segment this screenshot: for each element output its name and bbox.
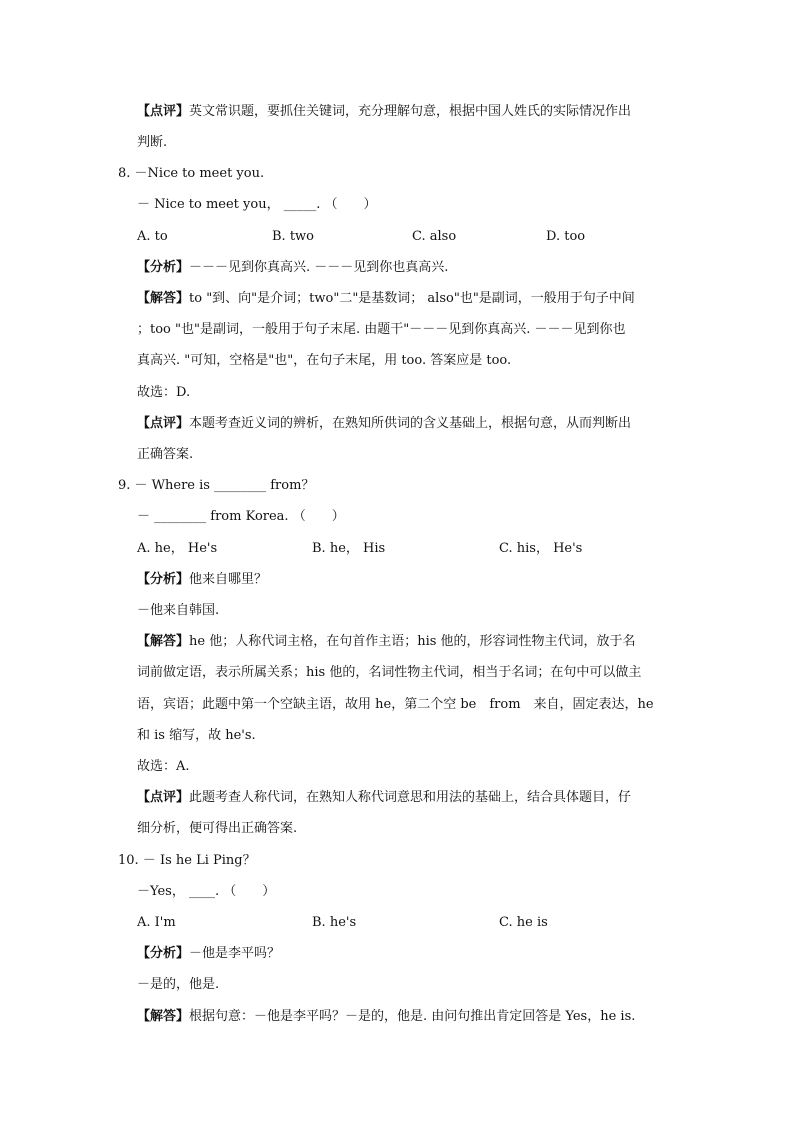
answer-line [137,290,635,308]
line-text: 9. － Where is ________ from？ [118,478,315,493]
option-b: B. he's [312,915,357,930]
analysis-tag: 【分析】 [137,946,190,961]
line-text: 故选：A. [137,759,190,774]
answer-text: 根据句意：－他是李平吗？－是的，他是. 由问句推出肯定回答是 Yes，he is. [189,1009,636,1024]
line-text: 细分析，便可得出正确答案. [137,821,298,836]
line-text: － Nice to meet you， _____. （ ） [137,197,377,212]
option-c: C. he is [499,915,548,930]
question-10-prompt [137,883,275,901]
question-9-stem [118,477,314,495]
answer-tag: 【解答】 [137,291,190,306]
comment-tag: 【点评】 [137,104,190,119]
analysis-text: 他来自哪里？ [189,572,268,587]
line-text: 和 is 缩写，故 he's. [137,728,256,743]
choice-line [137,758,190,776]
option-b: B. he， His [312,541,386,556]
answer-tag: 【解答】 [137,634,190,649]
text-line [137,134,167,152]
comment-tag: 【点评】 [137,790,190,805]
line-text: －Yes， ____. （ ） [137,884,276,899]
line-text: －是的，他是. [137,977,220,992]
text-line [137,352,511,370]
line-text: 10. － Is he Li Ping？ [118,853,256,868]
text-line [137,664,641,682]
option-b: B. two [272,229,314,244]
line-text: 8. －Nice to meet you. [118,166,265,181]
analysis-line [137,945,280,963]
option-c: C. his， He's [499,541,583,556]
comment-text: 本题考查近义词的辨析，在熟知所供词的含义基础上，根据句意，从而判断出 [189,416,632,431]
answer-text: to "到、向"是介词；two"二"是基数词； also"也"是副词，一般用于句子中间 [189,291,635,306]
comment-line [137,415,631,433]
analysis-text: －他是李平吗？ [189,946,281,961]
text-line [137,976,219,994]
comment-text: 英文常识题，要抓住关键词，充分理解句意，根据中国人姓氏的实际情况作出 [189,104,632,119]
question-8-prompt [137,196,376,214]
line-text: 真高兴. "可知，空格是"也"，在句子末尾，用 too. 答案应是 too. [137,353,512,368]
line-text: 判断. [137,135,168,150]
option-d: D. too [546,229,586,244]
text-line [137,446,193,464]
text-line [137,820,297,838]
comment-line [137,789,631,807]
text-line [137,696,654,714]
line-text: 故选：D. [137,385,191,400]
comment-line [137,103,631,121]
answer-line [137,633,636,651]
line-text: 正确答案. [137,447,194,462]
option-c: C. also [412,229,457,244]
answer-text: he 他；人称代词主格，在句首作主语；his 他的，形容词性物主代词，放于名 [189,634,636,649]
line-text: 词前做定语，表示所属关系；his 他的，名词性物主代词，相当于名词；在句中可以做主 [137,665,642,680]
text-line [137,602,219,620]
answer-line [137,1008,635,1026]
analysis-text: －－－见到你真高兴. －－－见到你也真高兴. [189,260,449,275]
option-a: A. I'm [137,915,176,930]
answer-tag: 【解答】 [137,1009,190,1024]
line-text: － ________ from Korea. （ ） [137,509,345,524]
option-a: A. to [137,229,168,244]
line-text: －他来自韩国. [137,603,220,618]
question-9-prompt [137,508,345,526]
comment-text: 此题考查人称代词，在熟知人称代词意思和用法的基础上，结合具体题目，仔 [189,790,632,805]
comment-tag: 【点评】 [137,416,190,431]
text-line [137,727,256,745]
text-line [137,321,625,339]
question-8-stem [118,165,264,183]
analysis-tag: 【分析】 [137,572,190,587]
option-a: A. he， He's [137,541,218,556]
analysis-line [137,571,267,589]
line-text: 语，宾语；此题中第一个空缺主语，故用 he，第二个空 be from 来自，固定表达，he [137,697,654,712]
analysis-tag: 【分析】 [137,260,190,275]
analysis-line [137,259,448,277]
line-text: ；too "也"是副词，一般用于句子末尾. 由题干"－－－见到你真高兴. －－－见到你也 [137,322,626,337]
choice-line [137,384,190,402]
question-10-stem [118,852,256,870]
